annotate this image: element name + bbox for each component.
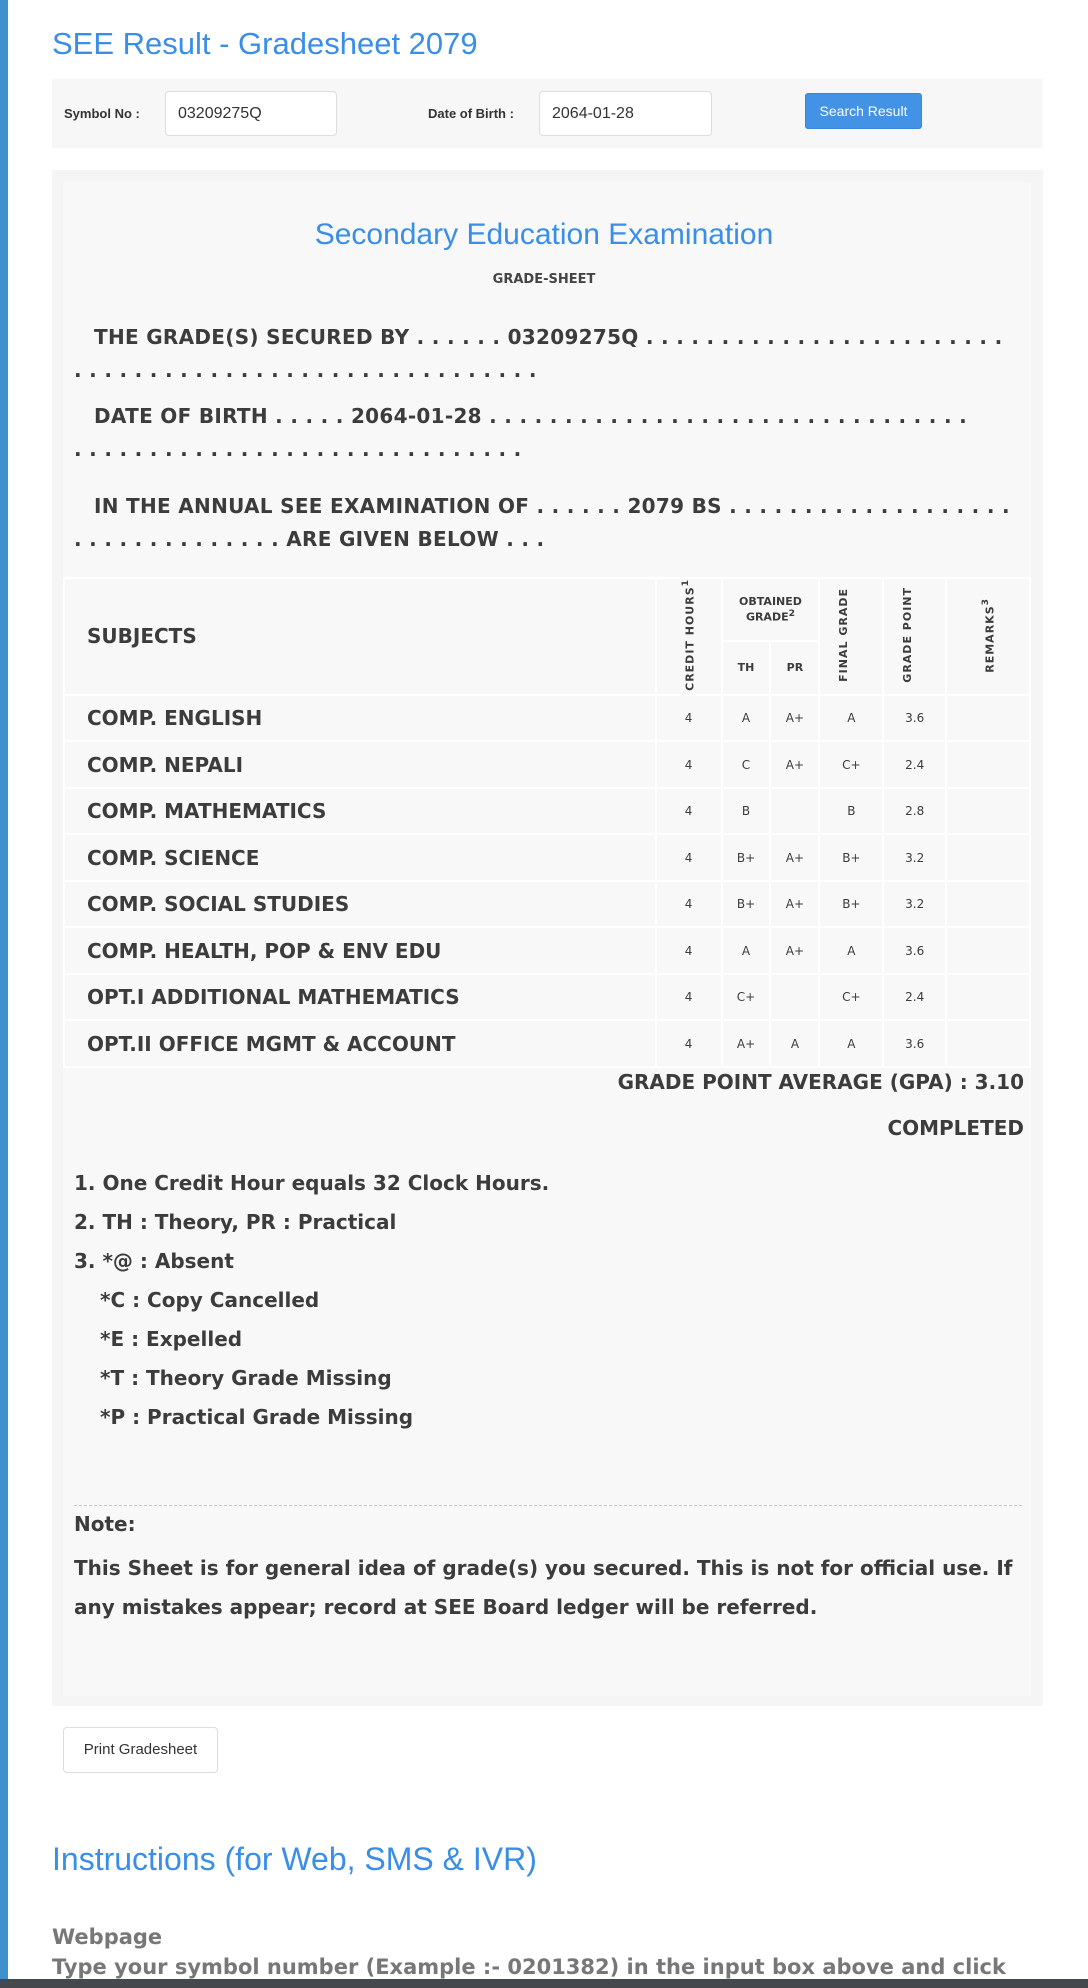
symbol-label: Symbol No : bbox=[64, 106, 140, 121]
remarks-cell bbox=[946, 741, 1030, 788]
subject-cell: COMP. MATHEMATICS bbox=[64, 788, 656, 835]
subject-cell: COMP. NEPALI bbox=[64, 741, 656, 788]
grade-point-cell: 3.6 bbox=[883, 1020, 946, 1067]
table-row bbox=[64, 741, 1030, 788]
webpage-instruction: Type your symbol number (Example :- 0201382) in the input box above and click bbox=[52, 1955, 1006, 1979]
final-grade-cell: B+ bbox=[819, 834, 883, 881]
result-status: COMPLETED bbox=[887, 1116, 1024, 1140]
header-credit-hours: CREDIT HOURS$^1$ bbox=[656, 578, 722, 695]
exam-text: IN THE ANNUAL SEE EXAMINATION OF . . . . . . 2079 BS . . . . . . . . . . . . . . . . . . . bbox=[94, 494, 1010, 518]
left-accent-bar bbox=[0, 0, 8, 1988]
dob-label: Date of Birth : bbox=[428, 106, 514, 121]
instructions-heading: Instructions (for Web, SMS & IVR) bbox=[52, 1841, 537, 1877]
grade-point-cell: 3.2 bbox=[883, 881, 946, 928]
note-text: This Sheet is for general idea of grade(s) you secured. This is not for official use. If any mistakes appear; record at SEE Board ledger will be referred. bbox=[74, 1556, 1013, 1619]
footnote: 3. *@ : Absent bbox=[74, 1249, 234, 1273]
final-grade-cell: A bbox=[819, 927, 883, 974]
print-gradesheet-button[interactable]: Print Gradesheet bbox=[63, 1727, 218, 1773]
remarks-cell bbox=[946, 927, 1030, 974]
subject-cell: OPT.I ADDITIONAL MATHEMATICS bbox=[64, 974, 656, 1021]
table-row bbox=[64, 834, 1030, 881]
th-grade-cell: A bbox=[722, 695, 771, 742]
remarks-cell bbox=[946, 974, 1030, 1021]
pr-grade-cell: A+ bbox=[770, 741, 819, 788]
credit-cell: 4 bbox=[656, 927, 722, 974]
exam-title: Secondary Education Examination bbox=[314, 218, 774, 251]
webpage-label: Webpage bbox=[52, 1925, 163, 1949]
final-grade-cell: B+ bbox=[819, 881, 883, 928]
pr-grade-cell: A+ bbox=[770, 834, 819, 881]
final-grade-cell: B bbox=[819, 788, 883, 835]
credit-cell: 4 bbox=[656, 741, 722, 788]
pr-grade-cell: A+ bbox=[770, 695, 819, 742]
dob-line bbox=[74, 400, 1024, 466]
footnote: *T : Theory Grade Missing bbox=[100, 1366, 392, 1390]
note-label: Note: bbox=[74, 1512, 136, 1536]
th-grade-cell: A bbox=[722, 927, 771, 974]
symbol-input[interactable]: 03209275Q bbox=[165, 91, 337, 136]
footnote: 2. TH : Theory, PR : Practical bbox=[74, 1210, 397, 1234]
remarks-cell bbox=[946, 788, 1030, 835]
secured-by-line bbox=[74, 321, 1024, 387]
header-subjects: SUBJECTS bbox=[64, 578, 656, 695]
th-grade-cell: C bbox=[722, 741, 771, 788]
table-row bbox=[64, 881, 1030, 928]
subject-cell: COMP. HEALTH, POP & ENV EDU bbox=[64, 927, 656, 974]
pr-grade-cell: A bbox=[770, 1020, 819, 1067]
dob-input[interactable]: 2064-01-28 bbox=[539, 91, 712, 136]
header-th: TH bbox=[722, 641, 771, 695]
exam-line bbox=[74, 490, 1024, 556]
header-grade-point: GRADE POINT bbox=[883, 578, 946, 695]
credit-cell: 4 bbox=[656, 834, 722, 881]
bottom-bar bbox=[0, 1979, 1088, 1988]
grade-point-cell: 3.2 bbox=[883, 834, 946, 881]
footnote: *C : Copy Cancelled bbox=[100, 1288, 320, 1312]
remarks-cell bbox=[946, 881, 1030, 928]
page-title: SEE Result - Gradesheet 2079 bbox=[52, 26, 478, 61]
dob-dots: . . . . . . . . . . . . . . . . . . . . . . . . . . . . . . bbox=[74, 437, 522, 461]
remarks-cell bbox=[946, 695, 1030, 742]
table-row bbox=[64, 974, 1030, 1021]
pr-grade-cell bbox=[770, 788, 819, 835]
remarks-cell bbox=[946, 834, 1030, 881]
pr-grade-cell: A+ bbox=[770, 881, 819, 928]
grade-point-cell: 2.4 bbox=[883, 974, 946, 1021]
footnote: *P : Practical Grade Missing bbox=[100, 1405, 414, 1429]
grade-point-cell: 3.6 bbox=[883, 927, 946, 974]
header-final-grade: FINAL GRADE bbox=[819, 578, 883, 695]
header-remarks: REMARKS$^3$ bbox=[946, 578, 1030, 695]
th-grade-cell: B+ bbox=[722, 881, 771, 928]
gradesheet-subtitle: GRADE-SHEET bbox=[492, 272, 596, 287]
subject-cell: OPT.II OFFICE MGMT & ACCOUNT bbox=[64, 1020, 656, 1067]
final-grade-cell: C+ bbox=[819, 974, 883, 1021]
subject-cell: COMP. SCIENCE bbox=[64, 834, 656, 881]
grades-table bbox=[63, 577, 1031, 1068]
subject-cell: COMP. ENGLISH bbox=[64, 695, 656, 742]
search-result-button[interactable]: Search Result bbox=[805, 93, 922, 129]
final-grade-cell: A bbox=[819, 1020, 883, 1067]
grade-point-cell: 2.4 bbox=[883, 741, 946, 788]
pr-grade-cell bbox=[770, 974, 819, 1021]
th-grade-cell: B+ bbox=[722, 834, 771, 881]
gpa-value: GRADE POINT AVERAGE (GPA) : 3.10 bbox=[617, 1070, 1024, 1094]
credit-cell: 4 bbox=[656, 788, 722, 835]
credit-cell: 4 bbox=[656, 974, 722, 1021]
grade-point-cell: 3.6 bbox=[883, 695, 946, 742]
header-obtained-grade: OBTAINED GRADE$^2$ bbox=[722, 578, 820, 641]
exam-given-below: . . . . . . . . . . . . . . ARE GIVEN BELOW . . . bbox=[74, 527, 545, 551]
credit-cell: 4 bbox=[656, 695, 722, 742]
note-divider bbox=[74, 1505, 1022, 1506]
secured-by-text: THE GRADE(S) SECURED BY . . . . . . 03209275Q . . . . . . . . . . . . . . . . . . . . . . . . bbox=[94, 325, 1003, 349]
footnotes bbox=[74, 1164, 549, 1437]
table-row bbox=[64, 695, 1030, 742]
secured-by-dots: . . . . . . . . . . . . . . . . . . . . . . . . . . . . . . . bbox=[74, 358, 537, 382]
credit-cell: 4 bbox=[656, 1020, 722, 1067]
th-grade-cell: A+ bbox=[722, 1020, 771, 1067]
final-grade-cell: C+ bbox=[819, 741, 883, 788]
table-row bbox=[64, 788, 1030, 835]
remarks-cell bbox=[946, 1020, 1030, 1067]
grade-point-cell: 2.8 bbox=[883, 788, 946, 835]
pr-grade-cell: A+ bbox=[770, 927, 819, 974]
table-row bbox=[64, 1020, 1030, 1067]
th-grade-cell: B bbox=[722, 788, 771, 835]
subject-cell: COMP. SOCIAL STUDIES bbox=[64, 881, 656, 928]
credit-cell: 4 bbox=[656, 881, 722, 928]
footnote: *E : Expelled bbox=[100, 1327, 243, 1351]
table-row bbox=[64, 927, 1030, 974]
footnote: 1. One Credit Hour equals 32 Clock Hours. bbox=[74, 1171, 550, 1195]
final-grade-cell: A bbox=[819, 695, 883, 742]
th-grade-cell: C+ bbox=[722, 974, 771, 1021]
header-pr: PR bbox=[770, 641, 819, 695]
dob-text: DATE OF BIRTH . . . . . 2064-01-28 . . . . . . . . . . . . . . . . . . . . . . . . . . . . . . . . bbox=[94, 404, 968, 428]
